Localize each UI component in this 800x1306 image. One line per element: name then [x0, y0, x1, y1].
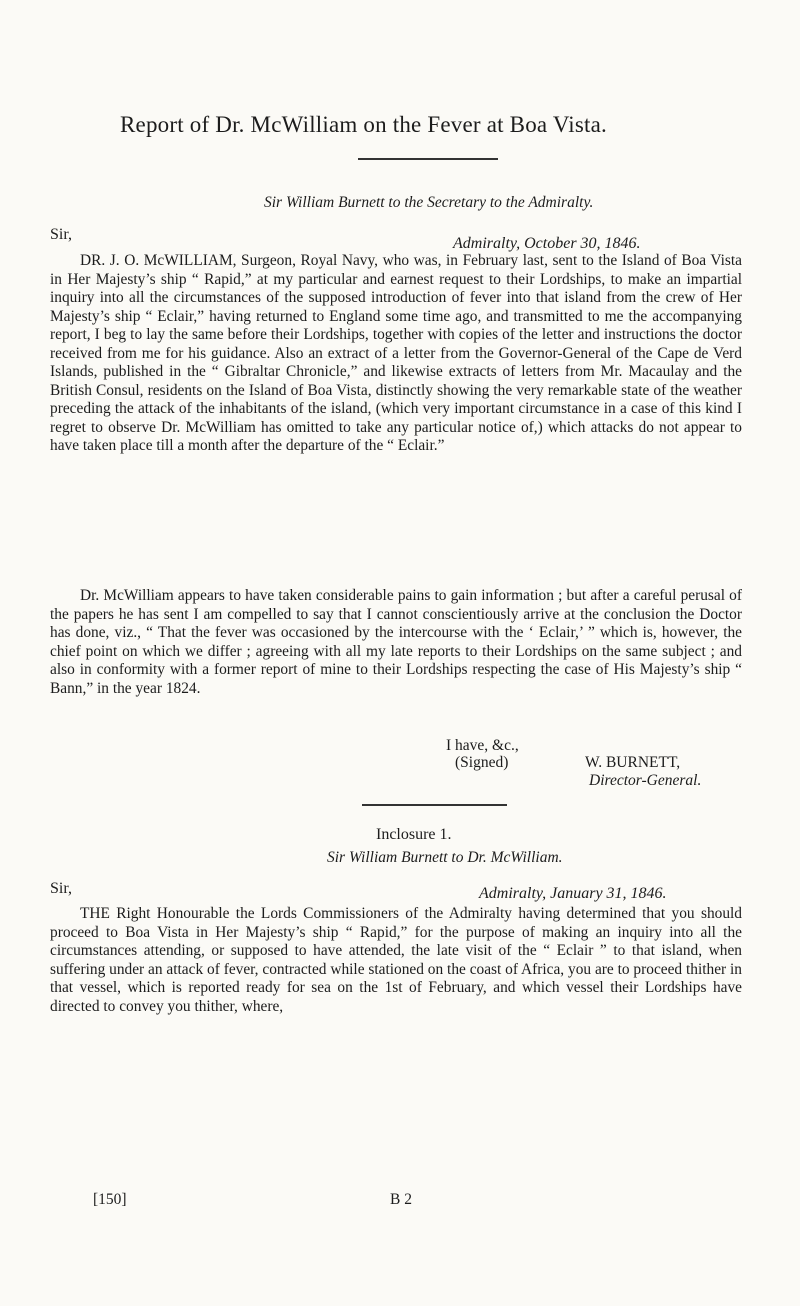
signature-mark: B 2 [390, 1191, 412, 1208]
inclosure-heading: Sir William Burnett to Dr. McWilliam. [327, 849, 563, 866]
signature-line [455, 754, 680, 772]
title-divider [358, 158, 498, 160]
letter-dateline: Admiralty, October 30, 1846. [453, 235, 641, 252]
signed-label: (Signed) [455, 754, 509, 771]
letter-paragraph-1: DR. J. O. McWILLIAM, Surgeon, Royal Navy, who was, in February last, sent to the Island of Boa Vista in Her Majesty’s ship “ Rapid,” at my particular and earnest request to their Lordships, to make an impartial inquiry into all the circumstances of the supposed introduction of fever into that island from the crew of Her Majesty’s ship “ Eclair,” having returned to England some time ago, and transmitted to me the accompanying report, I beg to lay the same before their Lordships, together with copies of the letter and instructions the doctor received from me for his guidance. Also an extract of a letter from the Governor-General of the Cape de Verd Islands, published in the “ Gibraltar Chronicle,” and likewise extracts of letters from Mr. Macaulay and the British Consul, residents on the Island of Boa Vista, distinctly showing the very remarkable state of the weather preceding the attack of the inhabitants of the island, (which very important circumstance in a case of this kind I regret to observe Dr. McWilliam has omitted to take any particular notice of,) which attacks do not appear to have taken place till a month after the departure of the “ Eclair.” [50, 252, 742, 454]
page-title: Report of Dr. McWilliam on the Fever at Boa Vista. [120, 112, 607, 137]
inclosure-label: Inclosure 1. [376, 826, 452, 843]
signatory-title: Director-General. [589, 772, 702, 789]
letter-paragraph-2: Dr. McWilliam appears to have taken considerable pains to gain information ; but after a careful perusal of the papers he has sent I am compelled to say that I cannot conscientiously arrive at the conclusion the Doctor has done, viz., “ That the fever was occasioned by the intercourse with the ‘ Eclair,’ ” which is, however, the chief point on which we differ ; agreeing with all my late reports to their Lordships on the same subject ; and also in conformity with a former report of mine to their Lordships respecting the case of His Majesty’s ship “ Bann,” in the year 1824. [50, 587, 742, 697]
signatory-name: W. BURNETT, [585, 754, 681, 771]
page-number: [150] [93, 1191, 127, 1208]
inclosure-paragraph: THE Right Honourable the Lords Commissioners of the Admiralty having determined that you should proceed to Boa Vista in Her Majesty’s ship “ Rapid,” for the purpose of making an inquiry into all the circumstances attending, or supposed to have attended, the late visit of the “ Eclair ” to that island, when suffering under an attack of fever, contracted while stationed on the coast of Africa, you are to proceed thither in that vessel, which is reported ready for sea on the 1st of February, and which vessel their Lordships have directed to convey you thither, where, [50, 905, 742, 1015]
inclosure-salutation: Sir, [50, 880, 73, 897]
letter-closing: I have, &c., [446, 737, 519, 754]
section-divider [362, 804, 507, 806]
inclosure-dateline: Admiralty, January 31, 1846. [479, 885, 667, 902]
letter-salutation: Sir, [50, 226, 73, 243]
letter-heading: Sir William Burnett to the Secretary to the Admiralty. [264, 194, 594, 211]
